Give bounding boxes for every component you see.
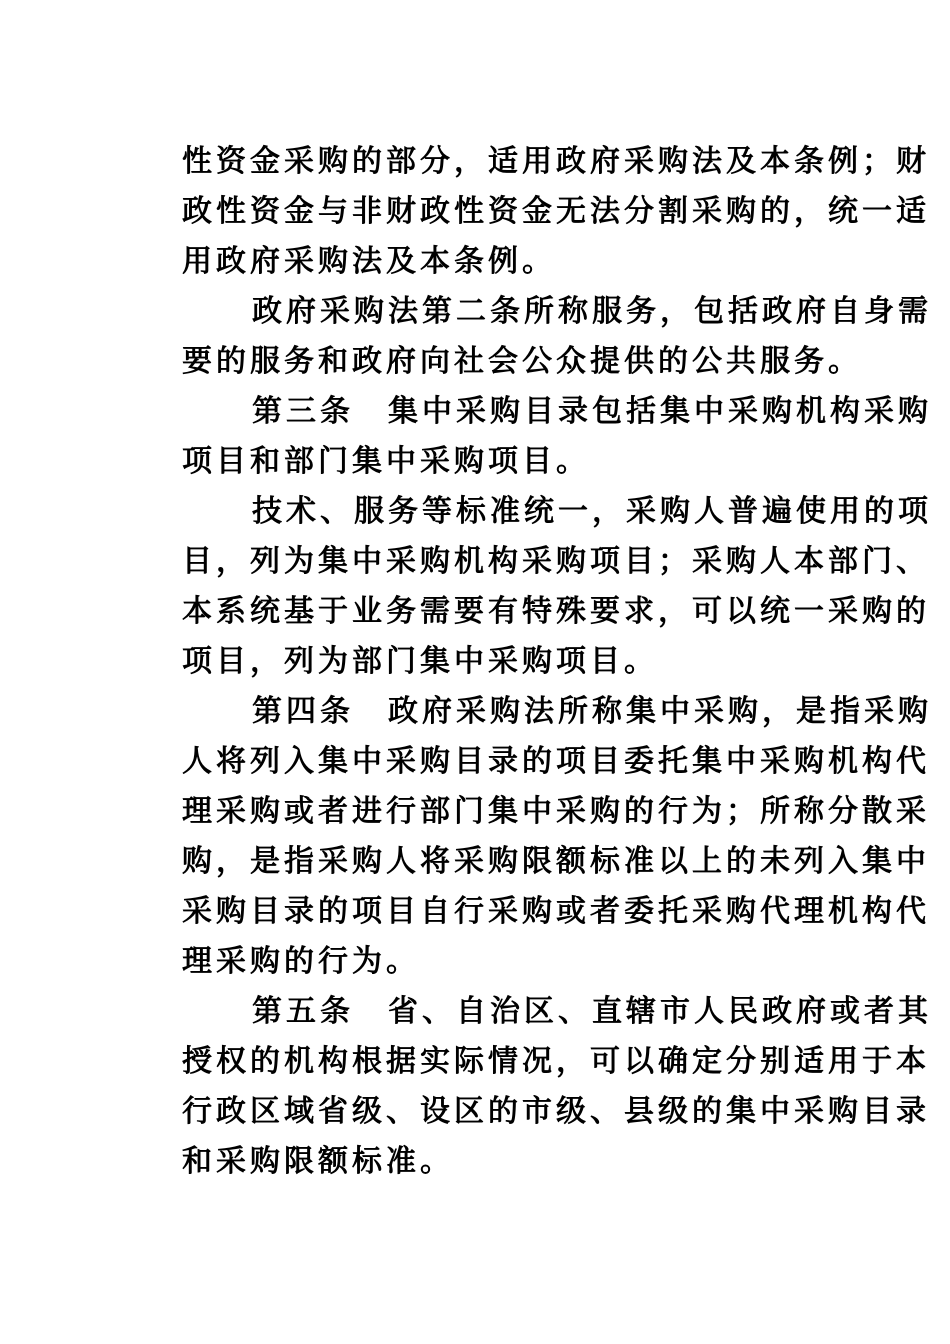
text-line: 性资金采购的部分，适用政府采购法及本条例；财 — [182, 144, 930, 179]
text-line: 理采购或者进行部门集中采购的行为；所称分散采 — [182, 794, 930, 829]
text-line: 目，列为集中采购机构采购项目；采购人本部门、 — [182, 544, 930, 579]
text-line: 采购目录的项目自行采购或者委托采购代理机构代 — [182, 894, 930, 929]
text-line: 政性资金与非财政性资金无法分割采购的，统一适 — [182, 194, 930, 229]
text-line: 用政府采购法及本条例。 — [182, 244, 556, 279]
text-line: 项目，列为部门集中采购项目。 — [182, 644, 658, 679]
paragraph-first-line: 技术、服务等标准统一，采购人普遍使用的项 — [252, 494, 932, 529]
article-3-heading-line: 第三条 集中采购目录包括集中采购机构采购 — [252, 394, 932, 429]
text-line: 购，是指采购人将采购限额标准以上的未列入集中 — [182, 844, 930, 879]
text-line: 要的服务和政府向社会公众提供的公共服务。 — [182, 344, 862, 379]
text-line: 和采购限额标准。 — [182, 1144, 454, 1179]
article-5-heading-line: 第五条 省、自治区、直辖市人民政府或者其 — [252, 994, 932, 1029]
text-line: 人将列入集中采购目录的项目委托集中采购机构代 — [182, 744, 930, 779]
text-line: 本系统基于业务需要有特殊要求，可以统一采购的 — [182, 594, 930, 629]
text-line: 行政区域省级、设区的市级、县级的集中采购目录 — [182, 1094, 930, 1129]
text-line: 项目和部门集中采购项目。 — [182, 444, 590, 479]
paragraph-first-line: 政府采购法第二条所称服务，包括政府自身需 — [252, 294, 932, 329]
text-line: 授权的机构根据实际情况，可以确定分别适用于本 — [182, 1044, 930, 1079]
article-4-heading-line: 第四条 政府采购法所称集中采购，是指采购 — [252, 694, 932, 729]
text-line: 理采购的行为。 — [182, 944, 420, 979]
